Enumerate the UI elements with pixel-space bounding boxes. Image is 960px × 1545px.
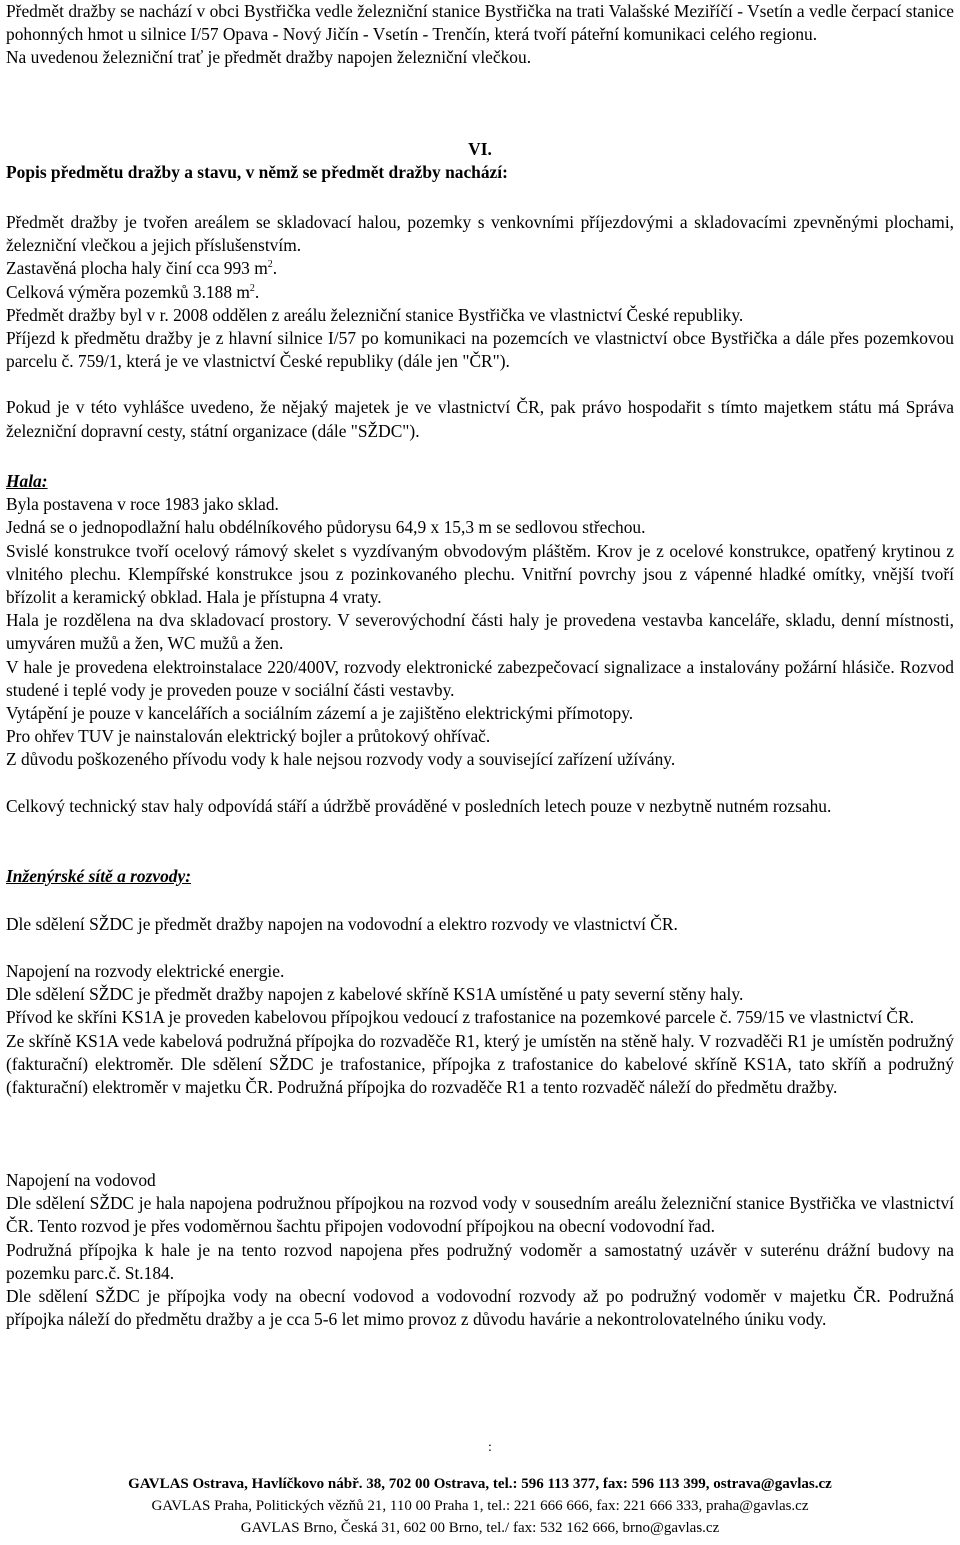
intro-block [6, 0, 954, 70]
electric-line: Přívod ke skříni KS1A je proveden kabelovou přípojkou vedoucí z trafostanice na pozemkové parcele č. 759/15 ve vlastnictví ČR. [6, 1007, 914, 1028]
built-area-line: Zastavěná plocha haly činí cca 993 $m^2$. [6, 258, 278, 279]
total-area-text: Celková výměra pozemků 3.188 m [6, 281, 250, 302]
stray-mark: : [488, 1440, 492, 1455]
hala-line: Vytápění je pouze v kancelářích a sociálním zázemí a je zajištěno elektrickými přímotopy. [6, 703, 634, 724]
separation-paragraph: Předmět dražby byl v r. 2008 oddělen z areálu železniční stanice Bystřička ve vlastnictví České republiky. [6, 304, 744, 325]
hala-line: Jedná se o jednopodlažní halu obdélníkového půdorysu 64,9 x 15,3 m se sedlovou střechou. [6, 517, 646, 538]
hala-line: Z důvodu poškozeného přívodu vody k hale nejsou rozvody vody a související zařízení užívány. [6, 749, 676, 770]
electric-block [6, 960, 954, 1099]
description-block [6, 211, 954, 443]
section-header [6, 138, 954, 184]
hala-line: Pro ohřev TUV je nainstalován elektrický bojler a průtokový ohřívač. [6, 726, 491, 747]
hala-line: Svislé konstrukce tvoří ocelový rámový skelet s vyzdívaným obvodovým pláštěm. Krov je z ocelové konstrukce, opatřený krytinou z vlnitého plechu. Klempířské konstrukce jsou z pozinkovaného plechu. Vnitřní povrchy jsou z vápenné hladké omítky, vnější tvoří břízolit a keramický obklad. Hala je přístupna 4 vraty. [6, 540, 954, 608]
intro-paragraph-siding: Na uvedenou železniční trať je předmět dražby napojen železniční vlečkou. [6, 47, 532, 68]
electric-line: Ze skříně KS1A vede kabelová podružná přípojka do rozvaděče R1, který je umístěn na stěně haly. V rozvaděči R1 je umístěn podružný (fakturační) elektroměr. Dle sdělení SŽDC je trafostanice, přípojka z trafostanice do kabelové skříně KS1A, tato skříň a podružný (fakturační) elektroměr v majetku ČR. Podružná přípojka do rozvaděče R1 a tento rozvaděč náleží do předmětu dražby. [6, 1030, 954, 1098]
total-area-line: Celková výměra pozemků 3.188 $m^2$. [6, 281, 260, 302]
hala-condition-paragraph: Celkový technický stav haly odpovídá stáří a údržbě prováděné v posledních letech pouze v nezbytně nutném rozsahu. [6, 795, 832, 816]
total-area-unit-superscript: 2 [249, 282, 255, 294]
description-paragraph: Předmět dražby je tvořen areálem se skladovací halou, pozemky s venkovními příjezdovými a skladovacími zpevněnými plochami, železniční vlečkou a jejich příslušenstvím. [6, 212, 954, 256]
hala-line: Byla postavena v roce 1983 jako sklad. [6, 494, 279, 515]
ownership-paragraph: Pokud je v této vyhlášce uvedeno, že nějaký majetek je ve vlastnictví ČR, pak právo hospodařit s tímto majetkem státu má Správa železniční dopravní cesty, státní organizace (dále "SŽDC"). [6, 397, 954, 441]
access-paragraph: Příjezd k předmětu dražby je z hlavní silnice I/57 po komunikaci na pozemcích ve vlastnictví obce Bystřička a dále přes pozemkovou parcelu č. 759/1, která je ve vlastnictví České republiky (dále jen "ČR"). [6, 328, 954, 372]
built-area-unit-superscript: 2 [267, 259, 273, 271]
networks-body [6, 913, 954, 936]
electric-line: Dle sdělení SŽDC je předmět dražby napojen z kabelové skříně KS1A umístěné u paty severní stěny haly. [6, 984, 744, 1005]
footer-brno: GAVLAS Brno, Česká 31, 602 00 Brno, tel./ fax: 532 162 666, brno@gavlas.cz [240, 1520, 720, 1536]
built-area-text: Zastavěná plocha haly činí cca 993 m [6, 258, 268, 279]
networks-section [6, 865, 954, 888]
footer-praha: GAVLAS Praha, Politických vězňů 21, 110 00 Praha 1, tel.: 221 666 666, fax: 221 666 333, praha@gavlas.cz [151, 1498, 809, 1514]
networks-heading-text: Inženýrské sítě a rozvody: [6, 866, 192, 886]
footer-ostrava: GAVLAS Ostrava, Havlíčkovo nábř. 38, 702 00 Ostrava, tel.: 596 113 377, fax: 596 113 399, ostrava@gavlas.cz [128, 1476, 832, 1492]
intro-paragraph-location: Předmět dražby se nachází v obci Bystřička vedle železniční stanice Bystřička na trati Valašské Meziříčí - Vsetín a vedle čerpací stanice pohonných hmot u silnice I/57 Opava - Nový Jičín - Vsetín - Trenčín, která tvoří páteřní komunikaci celého regionu. [6, 1, 954, 45]
hala-section [6, 470, 954, 818]
water-line: Dle sdělení SŽDC je přípojka vody na obecní vodovod a vodovodní rozvody až po podružný vodoměr v majetku ČR. Podružná přípojka náleží do předmětu dražby a je cca 5-6 let mimo provoz z důvodu havárie a nekontrolovatelného úniku vody. [6, 1286, 954, 1330]
water-block [6, 1169, 954, 1331]
hala-line: V hale je provedena elektroinstalace 220/400V, rozvody elektronické zabezpečovací signalizace a instalovány požární hlásiče. Rozvod studené i teplé vody je proveden pouze v sociální části vestavby. [6, 656, 954, 700]
networks-summary: Dle sdělení SŽDC je předmět dražby napojen na vodovodní a elektro rozvody ve vlastnictví ČR. [6, 914, 678, 934]
hala-line: Hala je rozdělena na dva skladovací prostory. V severovýchodní části haly je provedena vestavba kanceláře, skladu, denní místnosti, umyváren mužů a žen, WC mužů a žen. [6, 610, 954, 654]
electric-title: Napojení na rozvody elektrické energie. [6, 961, 285, 981]
networks-heading [6, 865, 954, 888]
hala-heading-text: Hala: [6, 471, 48, 491]
water-line: Podružná přípojka k hale je na tento rozvod napojena přes podružný vodoměr a samostatný uzávěr v suterénu drážní budovy na pozemku parc.č. St.184. [6, 1239, 954, 1283]
hala-heading [6, 470, 954, 493]
water-line: Dle sdělení SŽDC je hala napojena podružnou přípojkou na rozvod vody v sousedním areálu železniční stanice Bystřička ve vlastnictví ČR. Tento rozvod je přes vodoměrnou šachtu připojen vodovodní přípojkou na obecní vodovodní řad. [6, 1193, 954, 1237]
section-number: VI. [468, 139, 492, 159]
section-title: Popis předmětu dražby a stavu, v němž se předmět dražby nachází: [6, 162, 508, 182]
water-title: Napojení na vodovod [6, 1170, 156, 1190]
